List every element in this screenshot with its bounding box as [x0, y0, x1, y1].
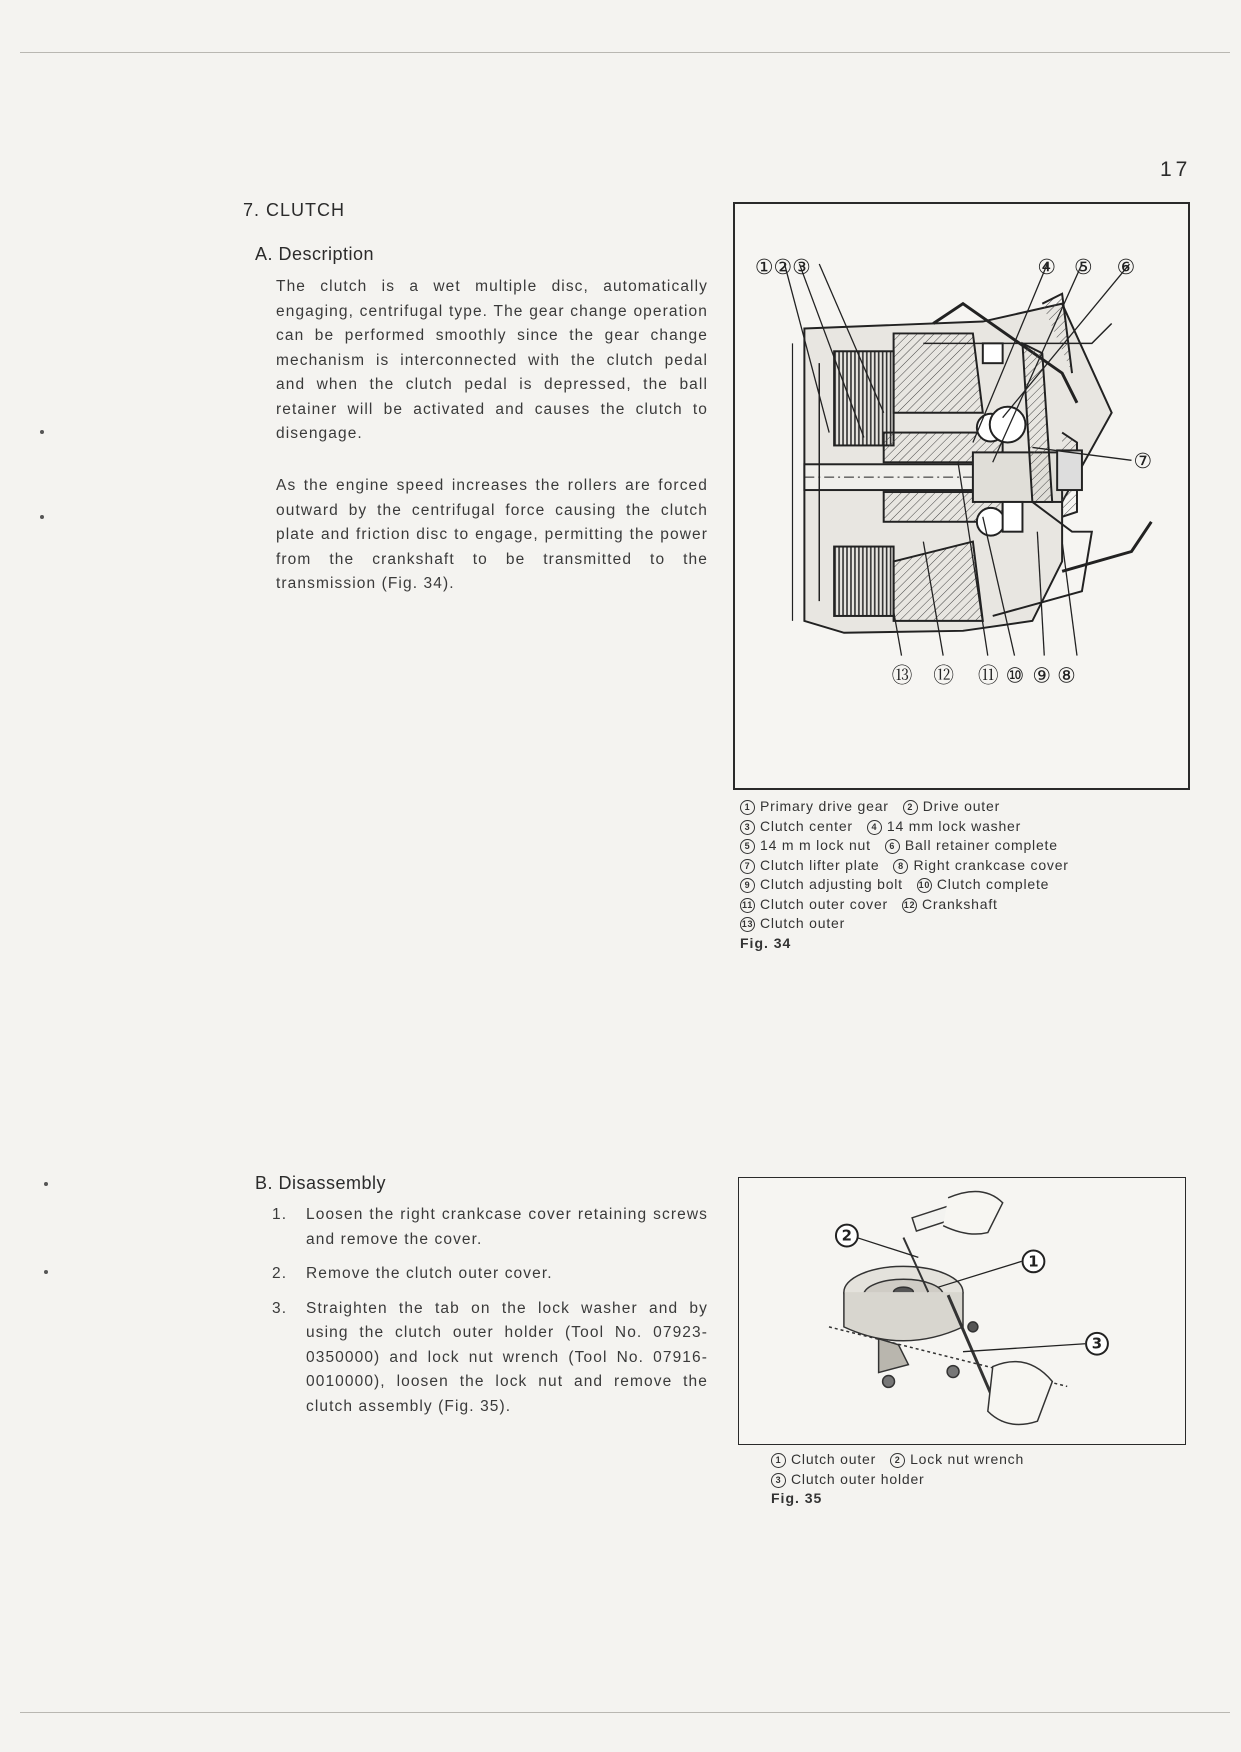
legend-text: Clutch adjusting bolt	[760, 876, 903, 892]
legend-number: 7	[740, 859, 755, 874]
legend-text: Clutch center	[760, 817, 853, 834]
legend-text: Clutch outer	[760, 915, 846, 931]
step-text: Remove the clutch outer cover.	[306, 1265, 553, 1282]
step-text: Loosen the right crankcase cover retaining screws and remove the cover.	[306, 1206, 708, 1248]
page-number: 17	[1160, 158, 1192, 181]
step-item	[272, 1262, 708, 1287]
callout-10: ⑩	[1005, 663, 1025, 688]
legend-number: 9	[740, 878, 755, 893]
legend-text: Ball retainer complete	[904, 837, 1058, 853]
legend-number: 8	[893, 859, 908, 874]
fig35-disassembly-photo	[738, 1177, 1186, 1445]
fig34-caption: Fig. 34	[740, 934, 792, 951]
legend-text: Drive outer	[922, 798, 1001, 814]
legend-text: Crankshaft	[922, 895, 998, 912]
legend-row	[740, 875, 1069, 895]
legend-text: Clutch outer holder	[791, 1470, 925, 1487]
scan-speck	[40, 430, 44, 434]
callout-11: ⑪	[977, 663, 999, 688]
step-text: Straighten the tab on the lock washer and by using the clutch outer holder (Tool No. 07923-0350000) and lock nut wrench (Tool No. 07916-0010000), loosen the lock nut and remove the clutch assembly (Fig. 35).	[306, 1299, 708, 1415]
fig35-legend	[771, 1450, 1024, 1509]
description-paragraph-2: As the engine speed increases the rollers are forced outward by the centrifugal force causing the clutch plate and friction disc to engage, permitting the power from the crankshaft to be transmitted to the transmission (Fig. 34).	[276, 477, 708, 592]
step-number: 3.	[272, 1299, 288, 1317]
clutch-housing	[792, 294, 1151, 633]
legend-number: 2	[903, 800, 918, 815]
legend-number: 1	[740, 800, 755, 815]
legend-row	[740, 856, 1069, 876]
crankcase-photo	[829, 1191, 1067, 1424]
callout-7: ⑦	[1133, 449, 1153, 474]
legend-row	[740, 914, 1069, 934]
fig34-legend	[740, 797, 1069, 953]
legend-text: Right crankcase cover	[913, 856, 1069, 873]
fig35-caption: Fig. 35	[771, 1490, 823, 1506]
callout-13: ⑬	[891, 663, 913, 688]
step-item	[272, 1203, 708, 1252]
scan-speck	[44, 1182, 48, 1186]
legend-text: Clutch complete	[936, 876, 1050, 892]
legend-number: 4	[867, 820, 882, 835]
legend-row	[740, 836, 1069, 856]
callout-1: 1	[1028, 1252, 1039, 1271]
legend-text: Primary drive gear	[760, 798, 889, 814]
legend-number: 2	[890, 1453, 905, 1468]
legend-text: 14 mm lock washer	[886, 817, 1022, 834]
legend-number: 11	[740, 898, 755, 913]
legend-text: Clutch outer	[791, 1451, 877, 1467]
callout-9: ⑨	[1032, 663, 1052, 688]
disassembly-heading: B. Disassembly	[255, 1173, 387, 1193]
step-number: 1.	[272, 1206, 288, 1223]
legend-text: Clutch lifter plate	[760, 856, 880, 873]
legend-text: Clutch outer cover	[760, 895, 889, 912]
callout-6: ⑥	[1116, 254, 1136, 279]
scan-speck	[44, 1270, 48, 1274]
disassembly-illustration	[739, 1178, 1185, 1444]
legend-text: Lock nut wrench	[910, 1451, 1025, 1467]
description-heading: A. Description	[255, 244, 375, 264]
legend-number: 10	[917, 878, 932, 893]
scan-bottom-rule	[20, 1712, 1230, 1713]
callout-5: ⑤	[1074, 254, 1093, 279]
callout-8: ⑧	[1057, 663, 1076, 688]
disassembly-steps	[272, 1203, 708, 1429]
section-title: 7. CLUTCH	[243, 200, 346, 220]
legend-row	[740, 817, 1069, 837]
callout-3: 3	[1091, 1334, 1103, 1353]
legend-number: 3	[771, 1473, 786, 1488]
legend-text: 14 m m lock nut	[760, 837, 871, 853]
description-paragraph-1: The clutch is a wet multiple disc, automatically engaging, centrifugal type. The gear change operation can be performed smoothly since the gear change mechanism is interconnected with the clutch pedal and when the clutch pedal is depressed, the ball retainer will be activated and causes the clutch to disengage.	[276, 278, 708, 442]
step-number: 2.	[272, 1265, 288, 1282]
fig34-clutch-cross-section	[733, 202, 1190, 790]
legend-row	[740, 895, 1069, 915]
legend-number: 6	[885, 839, 900, 854]
legend-number: 12	[902, 898, 917, 913]
legend-number: 13	[740, 917, 755, 932]
callout-12: ⑫	[933, 663, 955, 688]
callout-1-2-3: ①②③	[754, 254, 811, 279]
legend-number: 1	[771, 1453, 786, 1468]
clutch-cross-section-drawing	[735, 204, 1188, 788]
legend-number: 3	[740, 820, 755, 835]
legend-row	[771, 1470, 1024, 1490]
legend-row	[740, 797, 1069, 817]
step-item	[272, 1297, 708, 1420]
scan-speck	[40, 515, 44, 519]
scan-top-rule	[20, 52, 1230, 53]
legend-row	[771, 1450, 1024, 1470]
callout-2: 2	[841, 1226, 853, 1245]
callout-4: ④	[1037, 254, 1056, 279]
legend-number: 5	[740, 839, 755, 854]
